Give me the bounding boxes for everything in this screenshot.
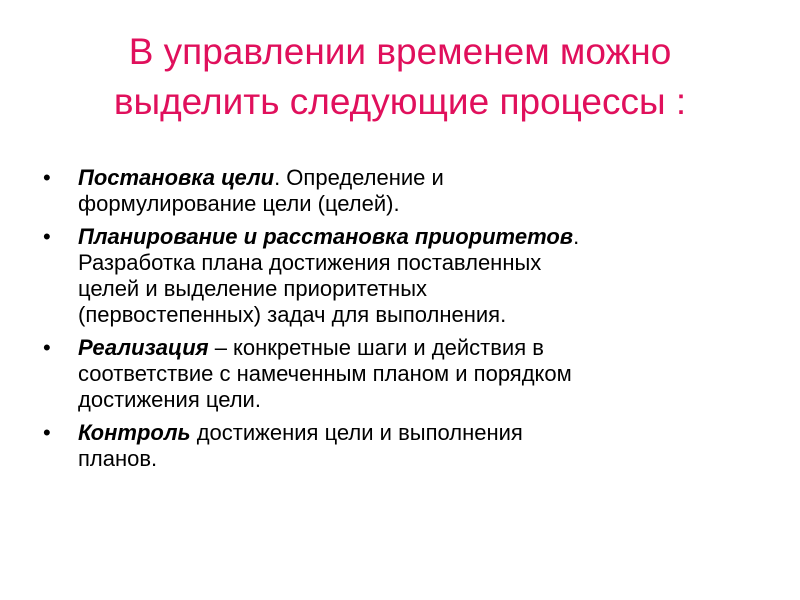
process-list-item — [40, 224, 720, 328]
process-item-line — [78, 446, 720, 472]
process-description: целей и выделение приоритетных — [78, 276, 428, 301]
process-item-line — [78, 361, 720, 387]
process-description: . Определение и — [274, 165, 444, 190]
bullet-icon: • — [43, 335, 51, 360]
process-item-line — [78, 191, 720, 217]
process-item-line — [78, 165, 720, 191]
process-description: формулирование цели (целей). — [78, 191, 400, 216]
process-description: – конкретные шаги и действия в — [208, 335, 544, 360]
process-description: Разработка плана достижения поставленных — [78, 250, 542, 275]
process-description: планов. — [78, 446, 158, 471]
process-description: (первостепенных) задач для выполнения. — [78, 302, 507, 327]
bullet-icon: • — [43, 420, 51, 445]
bullet-icon: • — [43, 165, 51, 190]
process-description: соответствие с намеченным планом и порядком — [78, 361, 572, 386]
process-item-line — [78, 387, 720, 413]
process-term: Реализация — [78, 335, 209, 360]
process-description: достижения цели и выполнения — [190, 420, 523, 445]
process-list — [40, 165, 720, 479]
slide-title — [40, 27, 760, 127]
bullet-icon: • — [43, 224, 51, 249]
process-term: Постановка цели — [78, 165, 275, 190]
process-description: . — [573, 224, 580, 249]
process-item-line — [78, 276, 720, 302]
process-list-item — [40, 420, 720, 472]
slide-title-line: В управлении временем можно — [128, 31, 672, 72]
process-item-line — [78, 302, 720, 328]
slide-title-line: выделить следующие процессы : — [113, 81, 687, 122]
process-item-line — [78, 335, 720, 361]
process-term: Контроль — [78, 420, 191, 445]
process-term: Планирование и расстановка приоритетов — [78, 224, 574, 249]
process-item-line — [78, 250, 720, 276]
process-list-item — [40, 335, 720, 413]
process-list-item — [40, 165, 720, 217]
process-item-line — [78, 420, 720, 446]
process-description: достижения цели. — [78, 387, 261, 412]
process-item-line — [78, 224, 720, 250]
